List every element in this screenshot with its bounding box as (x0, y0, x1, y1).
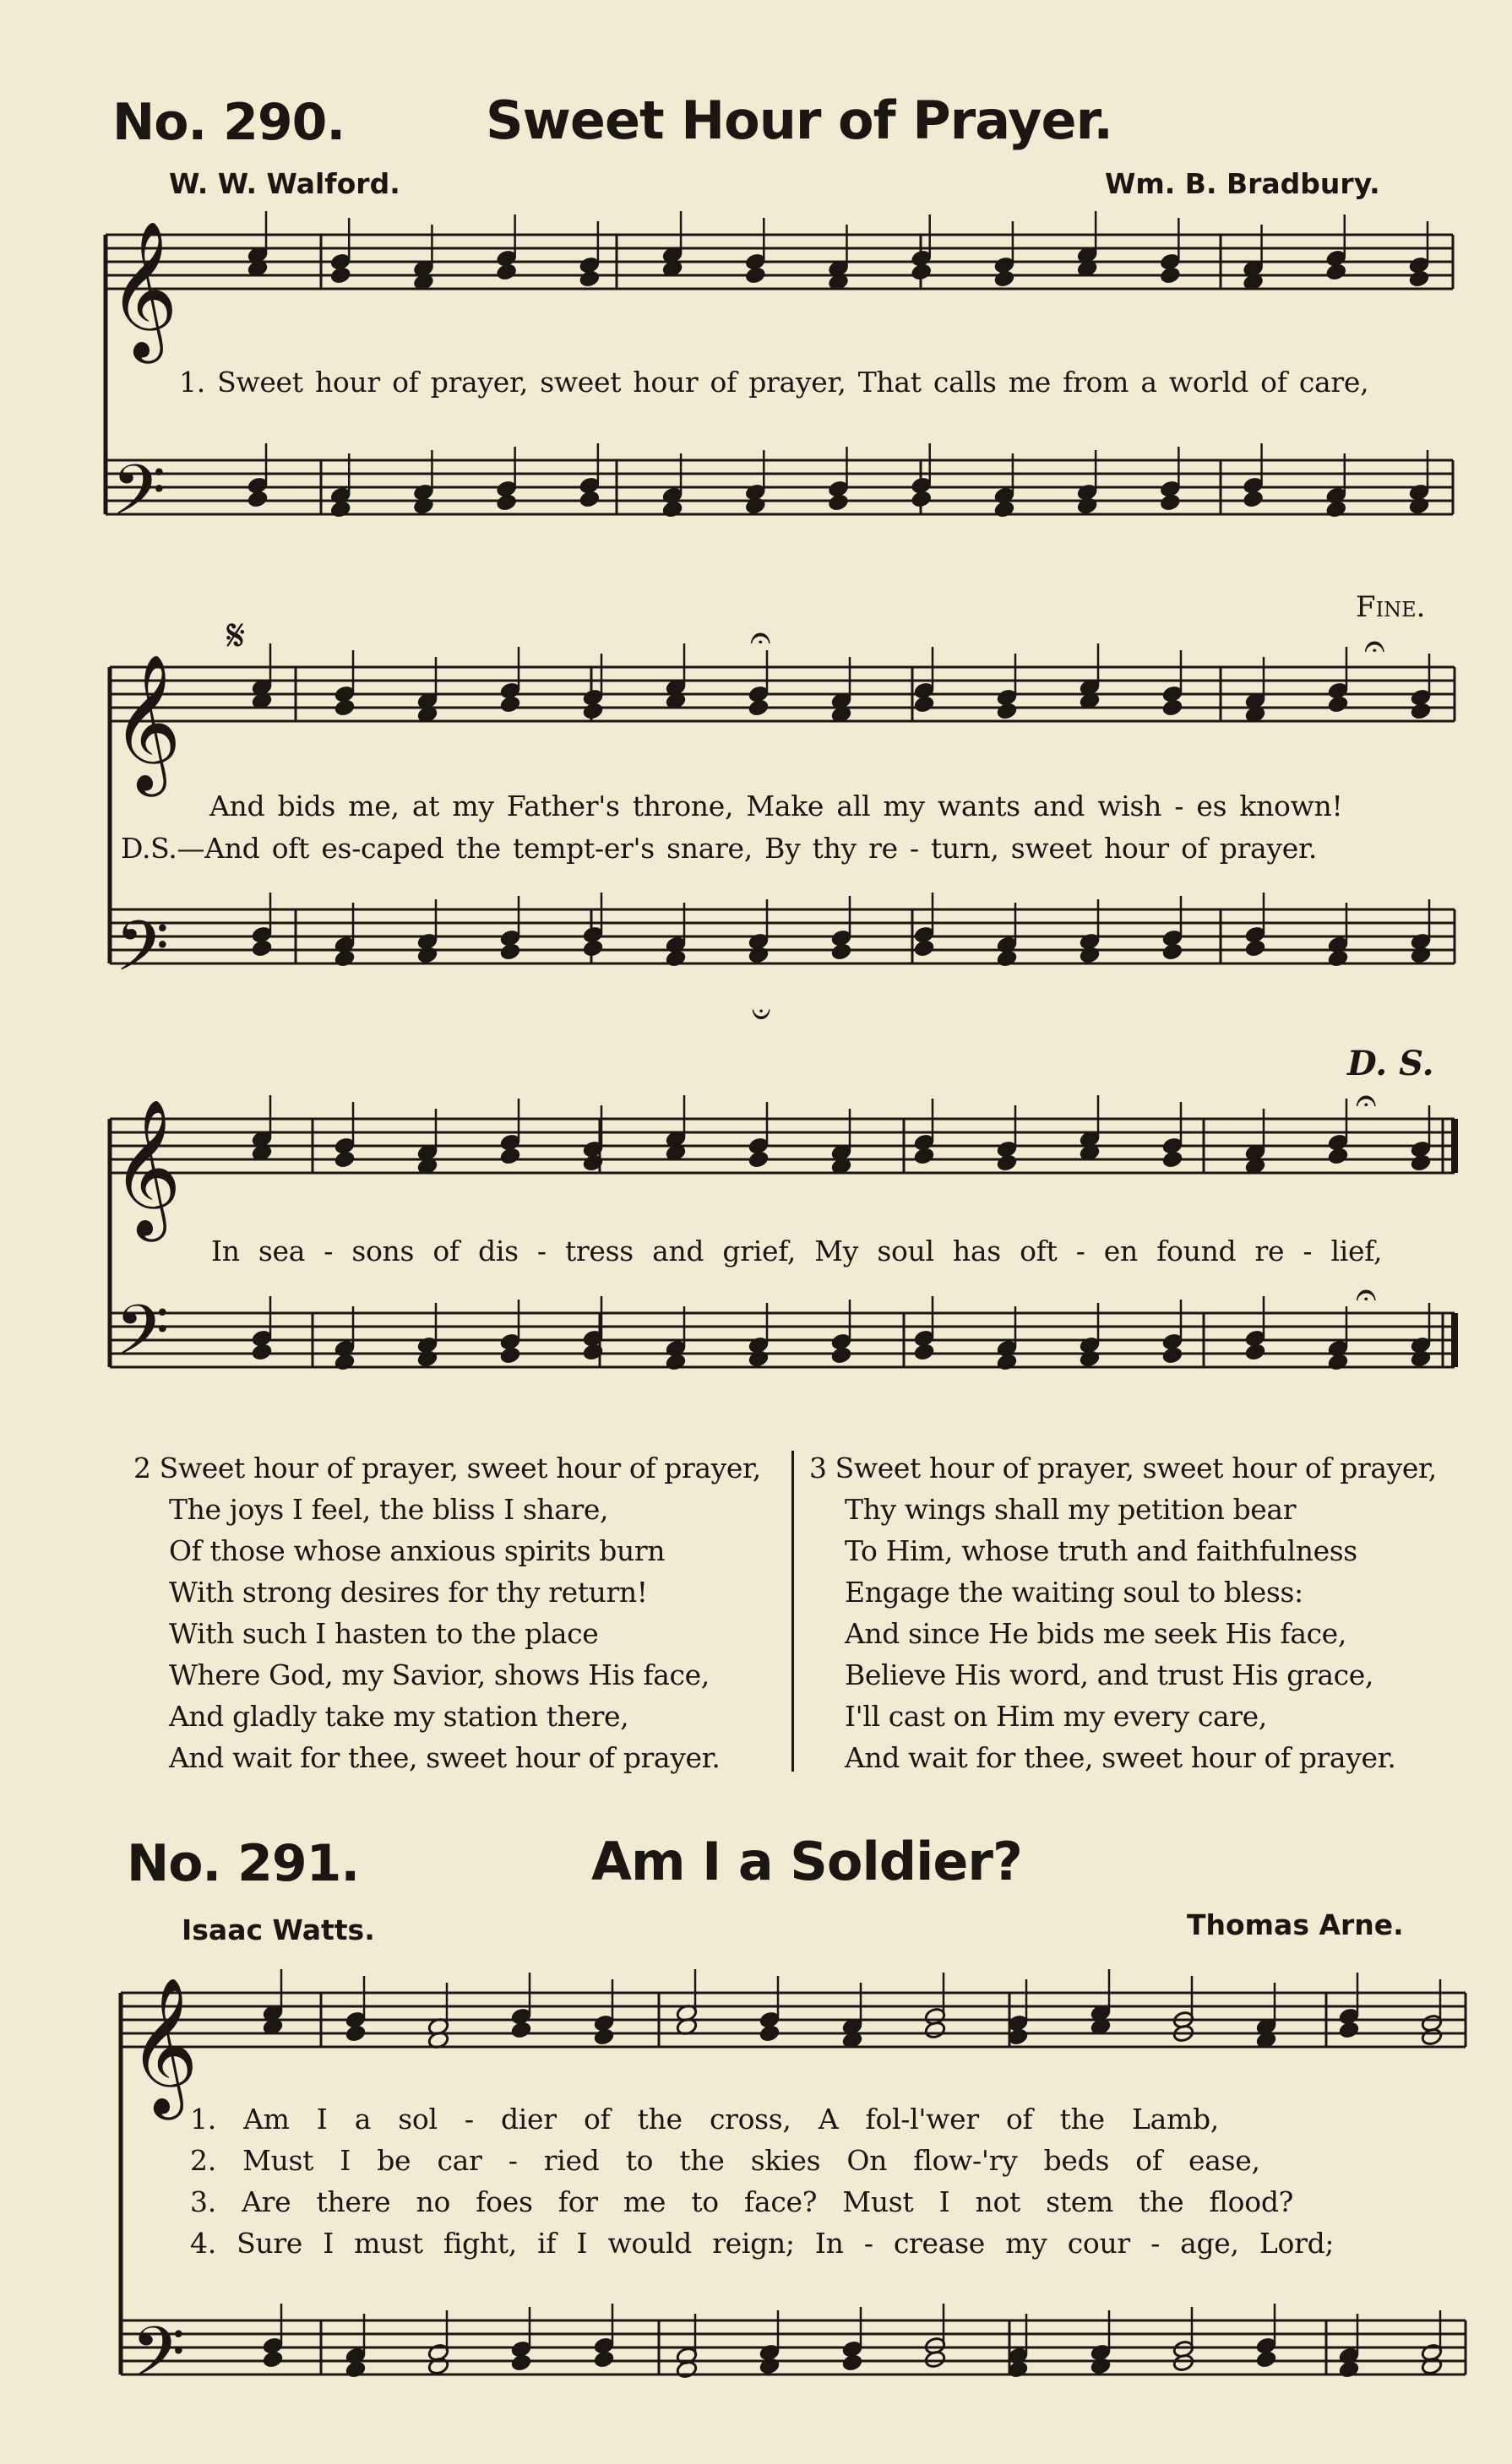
note-head (911, 490, 933, 509)
note-head (1421, 2357, 1443, 2376)
note-head (924, 2350, 946, 2369)
note-head (993, 269, 1015, 289)
note-head (1327, 1147, 1349, 1166)
hymn-291-lyricist: Isaac Watts. (182, 1913, 375, 1946)
note-head (911, 263, 933, 282)
hymn-291-title: Am I a Soldier? (591, 1831, 1022, 1892)
note-head (510, 2353, 532, 2373)
note-head (665, 1353, 687, 1372)
note-head (499, 695, 521, 714)
note-head (334, 949, 356, 969)
hymn-291-verse-3: 3. Are there no foes for me to face? Must I not stem the flood? (190, 2185, 1294, 2218)
treble-clef-icon: 𝄞 (111, 654, 182, 791)
note-head (759, 2357, 780, 2376)
bass-clef-icon: 𝄢 (131, 2311, 186, 2410)
note-head (1090, 2357, 1112, 2376)
note-head (329, 266, 351, 285)
treble-clef-icon: 𝄞 (111, 1099, 182, 1236)
segno-icon: 𝄋 (226, 611, 246, 661)
note-head (996, 1353, 1018, 1372)
note-head (582, 702, 604, 721)
note-head (579, 269, 601, 289)
clefs-and-signatures (108, 220, 1384, 2410)
note-head (1410, 946, 1432, 965)
fermata-icon: 𝄑 (752, 995, 771, 1034)
fermata-icon: 𝄐 (750, 616, 771, 659)
verse-line: The joys I feel, the bliss I share, (169, 1493, 609, 1526)
verse-3 (809, 1447, 1437, 1778)
note-head (759, 2024, 780, 2043)
hymn-290-lyricist: W. W. Walford. (169, 167, 400, 200)
note-head (748, 946, 770, 965)
note-head (334, 1353, 356, 1372)
fermata-icon: 𝄐 (1364, 625, 1385, 668)
hymn-290-lyrics-system-2: And bids me, at my Father's throne, Make all my wants and wish - es known! (209, 790, 1343, 822)
hymn-291-verse-1: 1. Am I a sol - dier of the cross, A fol-l'wer of the Lamb, (190, 2103, 1219, 2136)
note-head (1408, 269, 1430, 289)
hymn-290-number: No. 290. (112, 93, 345, 152)
note-head (334, 698, 356, 718)
note-head (251, 1343, 273, 1362)
verse-line: Thy wings shall my petition bear (845, 1493, 1297, 1526)
note-head (1325, 263, 1347, 282)
note-head (1161, 1346, 1183, 1365)
note-head (427, 2357, 449, 2376)
note-head (827, 493, 849, 513)
note-head (1338, 2360, 1360, 2380)
note-head (996, 1153, 1018, 1173)
note-head (1172, 2353, 1194, 2373)
note-head (748, 1349, 770, 1369)
note-head (744, 497, 766, 516)
fermata-icon: 𝄐 (1356, 1079, 1377, 1122)
hymn-290-lyrics-system-3: In sea - sons of dis - tress and grief, My soul has oft - en found re - lief, (211, 1235, 1383, 1267)
verse-line: Engage the waiting soul to bless: (845, 1576, 1303, 1609)
hymn-290-lyrics-ds-line: D.S.—And oft es-caped the tempt-er's snare, By thy re - turn, sweet hour of prayer. (121, 832, 1318, 865)
note-head (996, 949, 1018, 969)
note-head (993, 500, 1015, 519)
note-head (499, 1346, 521, 1365)
note-head (334, 1150, 356, 1170)
note-head (1242, 490, 1264, 509)
note-head (830, 942, 852, 962)
note-head (913, 1147, 935, 1166)
verse-line: Where God, my Savior, shows His face, (169, 1658, 710, 1691)
note-head (830, 1346, 852, 1365)
hymn-291-composer: Thomas Arne. (1187, 1908, 1404, 1941)
note-head (1076, 497, 1098, 516)
verse-line: I'll cast on Him my every care, (845, 1700, 1267, 1733)
note-head (1079, 946, 1101, 965)
note-head (496, 493, 518, 513)
note-head (579, 490, 601, 509)
bass-clef-icon: 𝄢 (115, 1289, 170, 1388)
note-head (496, 263, 518, 282)
note-head (1410, 1349, 1432, 1369)
verse-2 (133, 1447, 761, 1778)
note-head (1079, 1349, 1101, 1369)
hymn-290-title: Sweet Hour of Prayer. (486, 90, 1112, 151)
fine-marking: Fine. (1356, 590, 1426, 624)
note-head (499, 1147, 521, 1166)
note-head (345, 2024, 367, 2043)
note-head (412, 497, 434, 516)
verse-line: To Him, whose truth and faithfulness (845, 1534, 1357, 1567)
note-head (510, 2021, 532, 2040)
note-head (841, 2353, 863, 2373)
note-head (1159, 493, 1181, 513)
note-head (262, 2350, 284, 2369)
note-head (593, 2027, 615, 2047)
note-head (1421, 2027, 1443, 2047)
note-head (1161, 1150, 1183, 1170)
note-head (1325, 500, 1347, 519)
hymn-291-number: No. 291. (127, 1834, 360, 1893)
verse-line: 3 Sweet hour of prayer, sweet hour of prayer, (809, 1452, 1437, 1484)
note-head (924, 2021, 946, 2040)
treble-clef-icon: 𝄞 (128, 1977, 199, 2114)
bass-clef-icon: 𝄢 (111, 449, 166, 548)
note-head (345, 2360, 367, 2380)
note-head (913, 1343, 935, 1362)
note-head (1255, 2350, 1277, 2369)
bass-clef-icon: 𝄢 (115, 905, 170, 1004)
note-head (1338, 2021, 1360, 2040)
note-head (748, 1150, 770, 1170)
note-head (913, 695, 935, 714)
note-head (913, 939, 935, 958)
verse-line: With such I hasten to the place (169, 1617, 599, 1650)
hymn-290-lyrics-system-1: 1. Sweet hour of prayer, sweet hour of prayer, That calls me from a world of care, (179, 366, 1369, 399)
note-head (661, 500, 683, 519)
note-head (1327, 1353, 1349, 1372)
note-head (676, 2360, 698, 2380)
note-head (1244, 1343, 1266, 1362)
verse-line: With strong desires for thy return! (169, 1576, 648, 1609)
note-head (1327, 949, 1349, 969)
note-head (665, 949, 687, 969)
note-head (416, 1349, 438, 1369)
note-head (1159, 266, 1181, 285)
verse-line: 2 Sweet hour of prayer, sweet hour of prayer, (133, 1452, 761, 1484)
note-head (748, 698, 770, 718)
note-head (329, 500, 351, 519)
verse-line: Of those whose anxious spirits burn (169, 1534, 666, 1567)
note-head (1410, 702, 1432, 721)
verse-line: Believe His word, and trust His grace, (845, 1658, 1373, 1691)
staff-lines (106, 235, 1466, 2374)
hymn-291-verse-2: 2. Must I be car - ried to the skies On flow-'ry beds of ease, (190, 2144, 1260, 2177)
ds-marking: D. S. (1347, 1044, 1434, 1083)
note-head (1410, 1153, 1432, 1173)
barlines (106, 235, 1466, 2374)
treble-clef-icon: 𝄞 (108, 220, 178, 358)
note-head (247, 490, 269, 509)
verse-line: And gladly take my station there, (169, 1700, 629, 1733)
note-head (1327, 695, 1349, 714)
note-head (582, 939, 604, 958)
hymn-290-composer: Wm. B. Bradbury. (1105, 167, 1380, 200)
note-head (1244, 939, 1266, 958)
note-head (996, 702, 1018, 721)
fermata-icon: 𝄐 (1356, 1273, 1377, 1316)
verse-line: And wait for thee, sweet hour of prayer. (169, 1741, 721, 1774)
note-head (251, 939, 273, 958)
note-head (1161, 942, 1183, 962)
verse-line: And wait for thee, sweet hour of prayer. (845, 1741, 1396, 1774)
note-head (744, 266, 766, 285)
note-head (1408, 497, 1430, 516)
note-head (499, 942, 521, 962)
hymn-291-verse-4: 4. Sure I must fight, if I would reign; In - crease my cour - age, Lord; (190, 2227, 1335, 2260)
note-head (593, 2350, 615, 2369)
note-heads (247, 211, 1443, 2379)
verse-divider (791, 1451, 794, 1772)
note-head (1161, 698, 1183, 718)
note-head (416, 946, 438, 965)
verse-line: And since He bids me seek His face, (845, 1617, 1346, 1650)
